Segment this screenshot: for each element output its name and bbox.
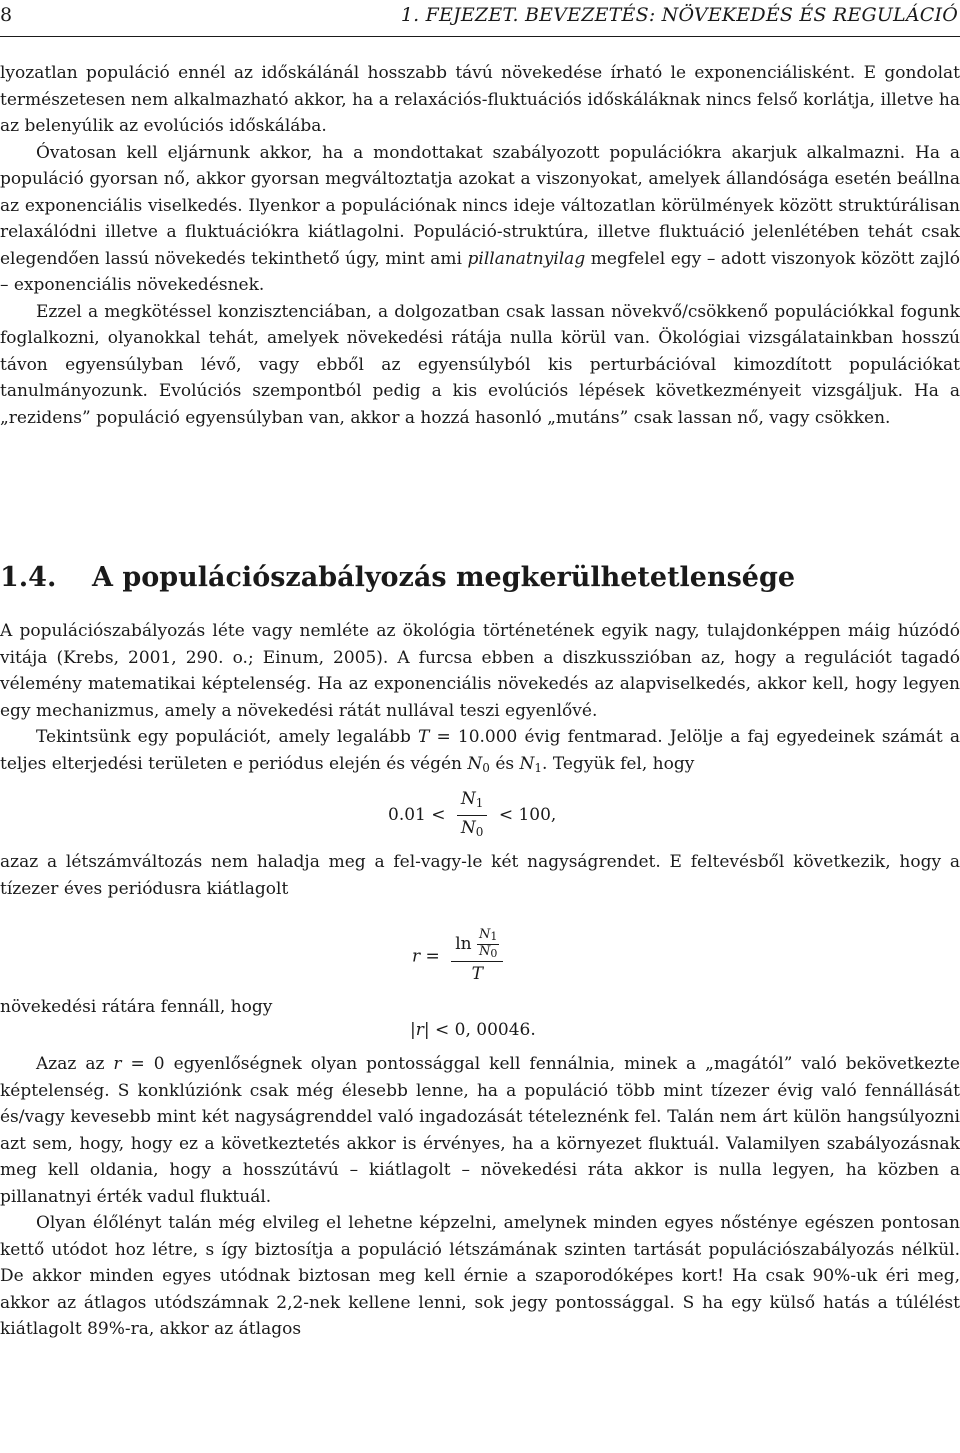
section-title: A populációszabályozás megkerülhetetlensége <box>92 562 796 593</box>
fraction: $\frac{N1}{N0}$ <box>457 787 488 844</box>
equation-rate: r = ln $\frac{N1}{N0}$ T <box>0 928 960 988</box>
fraction: ln $\frac{N1}{N0}$ T <box>451 928 503 986</box>
paragraph: Olyan élőlényt talán még elvileg el lehetne képzelni, amelynek minden egyes nősténye egészen pontosan kettő utódot hoz létre, s így biztosítja a populáció létszámának szinten tartását populációszabályozás nélkül. De akkor minden egyes utódnak biztosan meg kell érnie a szaporodóképes kort! Ha csak 90%-uk éri meg, akkor az átlagos utódszámnak 2,2-nek kellene lenni, sok jegy pontossággal. S ha egy külső hatás a túlélést kiátlagolt 89%-ra, akkor az átlagos <box>0 1213 960 1339</box>
inner-fraction: $\frac{N1}{N0}$ <box>478 927 498 960</box>
paragraph: Ezzel a megkötéssel konzisztenciában, a dolgozatban csak lassan növekvő/csökkenő populációkkal fogunk foglalkozni, olyanokkal tehát, amelyek növekedési rátája nulla körül van. Ökológiai vizsgálatainkban hosszú távon egyensúlyban lévő, vagy ebből az egyensúlyból kis perturbációval kimozdított populációkat tanulmányozunk. Evolúciós szempontból pedig a kis evolúciós lépések következményeit vizsgáljuk. Ha a „rezidens” populáció egyensúlyban van, akkor a hozzá hasonló „mutáns” csak lassan nő, vagy csökken. <box>0 301 960 428</box>
paragraph: lyozatlan populáció ennél az időskálánál hosszabb távú növekedése írható le exponenciálisként. E gondolat természetesen nem alkalmazható akkor, ha a relaxációs-fluktuációs időskáláknak nincs felső korlátja, illetve ha az belenyúlik az evolúciós időskálába. <box>0 63 960 136</box>
chapter-title: 1. FEJEZET. BEVEZETÉS: NÖVEKEDÉS ÉS REGULÁCIÓ <box>400 4 958 26</box>
paragraph: azaz a létszámváltozás nem haladja meg a fel-vagy-le két nagyságrendet. E feltevésből következik, hogy a tízezer éves periódusra kiátlagolt <box>0 852 960 899</box>
paragraph: Tekintsünk egy populációt, amely legalább T = 10.000 évig fentmarad. Jelölje a faj egyedeinek számát a teljes elterjedési területen e periódus elején és végén N0 és N1. Tegyük fel, hogy <box>0 727 960 775</box>
section-number: 1.4. <box>0 562 57 593</box>
paragraph: növekedési rátára fennáll, hogy <box>0 997 273 1017</box>
paragraph: Azaz az r = 0 egyenlőségnek olyan pontossággal kell fennálnia, minek a „magától” való bekövetkezte képtelenség. S konklúziónk csak még élesebb lenne, ha a populáció több mint tízezer évig való fennállását és/vagy kevesebb mint két nagyságrenddel való ingadozását tételeznénk fel. Talán nem árt külön hangsúlyozni azt sem, hogy, hogy ez a következtetés akkor is érvényes, ha a környezet fluktuál. Valamilyen szabályozásnak meg kell oldania, hogy a hosszútávú – kiátlagolt – növekedési ráta akkor is nulla legyen, ha közben a pillanatnyi érték vadul fluktuál. <box>0 1054 960 1207</box>
header-rule <box>0 36 960 37</box>
body-text-top <box>0 60 960 431</box>
paragraph: Óvatosan kell eljárnunk akkor, ha a mondottakat szabályozott populációkra akarjuk alkalmazni. Ha a populáció gyorsan nő, akkor gyorsan megváltoztatja azokat a viszonyokat, amelyek állandósága esetén beállna az exponenciális viselkedés. Ilyenkor a populációnak nincs ideje változatlan körülmények között struktúrálisan relaxálódni illetve a fluktuációkra kiátlagolni. Populáció-struktúra, illetve fluktuáció jelenlétében tehát csak elegendően lassú növekedés tekinthető úgy, mint ami pillanatnyilag megfelel egy – adott viszonyok között zajló – exponenciális növekedésnek. <box>0 142 960 295</box>
equation-bound: |r| < 0, 00046. <box>410 1019 536 1040</box>
equation-ratio: 0.01 < $\frac{N1}{N0}$ < 100, <box>0 787 960 845</box>
paragraph: A populációszabályozás léte vagy nemléte az ökológia történetének egyik nagy, tulajdonképpen máig húzódó vitája (Krebs, 2001, 290. o.; Einum, 2005). A furcsa ebben a diszkusszióban az, hogy a regulációt tagadó vélemény matematikai képtelenség. Ha az exponenciális növekedés az alapviselkedés, akkor kell, hogy legyen egy mechanizmus, amely a növekedési rátát nullával teszi egyenlővé. <box>0 621 960 721</box>
section-heading <box>0 560 960 596</box>
page-number: 8 <box>0 4 13 26</box>
emphasis: pillanatnyilag <box>467 248 586 269</box>
running-head <box>0 2 960 28</box>
body-text-section <box>0 618 960 1343</box>
